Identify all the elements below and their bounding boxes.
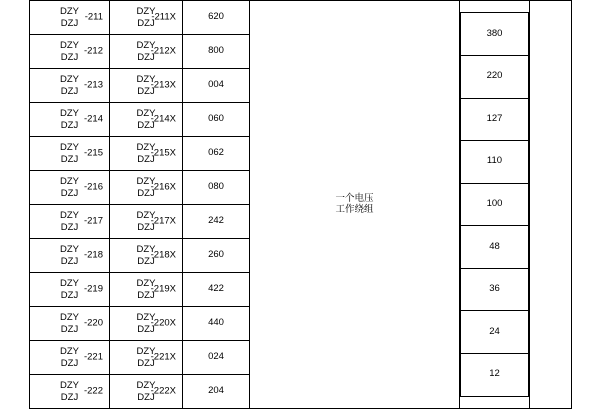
model-b-cell — [110, 103, 183, 137]
model-a-cell — [30, 1, 110, 35]
model-b-bottom: DZJ — [137, 17, 155, 29]
voltage-item: 110 — [461, 141, 529, 184]
model-a-top: DZY — [60, 107, 79, 119]
model-a-top: DZY — [60, 73, 79, 85]
model-b-cell — [110, 171, 183, 205]
model-b-top: DZY — [136, 277, 156, 289]
model-a-cell — [30, 35, 110, 69]
model-b-top: DZY — [136, 39, 156, 51]
voltage-item: 24 — [461, 311, 529, 354]
model-b-cell — [110, 273, 183, 307]
model-a-number: -213 — [83, 79, 103, 91]
model-a-cell — [30, 307, 110, 341]
model-b-number: -220X — [150, 317, 176, 329]
model-b-top: DZY — [136, 141, 156, 153]
model-b-top: DZY — [136, 311, 156, 323]
model-a-top: DZY — [60, 209, 79, 221]
model-a-cell — [30, 103, 110, 137]
model-b-top: DZY — [136, 73, 156, 85]
table-row — [30, 1, 572, 35]
model-b-bottom: DZJ — [137, 357, 155, 369]
model-a-top: DZY — [60, 141, 79, 153]
model-b-top: DZY — [136, 107, 156, 119]
code-cell: 620 — [183, 1, 250, 35]
voltage-item: 380 — [461, 13, 529, 56]
code-cell: 080 — [183, 171, 250, 205]
model-a-top: DZY — [60, 277, 79, 289]
model-a-number: -211 — [84, 11, 103, 23]
model-b-top: DZY — [136, 175, 156, 187]
model-b-top: DZY — [136, 5, 156, 17]
model-a-number: -214 — [83, 113, 103, 125]
model-a-top: DZY — [60, 243, 79, 255]
model-a-number: -217 — [83, 215, 103, 227]
model-a-bottom: DZJ — [60, 187, 79, 199]
model-b-cell — [110, 205, 183, 239]
code-cell: 242 — [183, 205, 250, 239]
model-b-bottom: DZJ — [137, 85, 155, 97]
model-b-bottom: DZJ — [137, 187, 155, 199]
model-a-number: -220 — [83, 317, 103, 329]
model-a-number: -212 — [83, 45, 103, 57]
model-a-top: DZY — [60, 175, 79, 187]
model-a-bottom: DZJ — [60, 357, 79, 369]
code-cell: 024 — [183, 341, 250, 375]
model-b-number: -215X — [150, 147, 176, 159]
model-b-number: -211X — [151, 11, 176, 23]
model-b-cell — [110, 69, 183, 103]
model-b-cell — [110, 307, 183, 341]
code-cell: 800 — [183, 35, 250, 69]
model-b-top: DZY — [136, 379, 156, 391]
code-cell: 440 — [183, 307, 250, 341]
winding-label-line2: 工作绕组 — [335, 203, 374, 215]
model-b-bottom: DZJ — [137, 255, 155, 267]
model-a-cell — [30, 69, 110, 103]
model-a-number: -215 — [83, 147, 103, 159]
winding-cell — [250, 1, 460, 409]
model-a-bottom: DZJ — [60, 255, 79, 267]
model-a-number: -219 — [83, 283, 103, 295]
model-a-top: DZY — [60, 311, 79, 323]
model-a-top: DZY — [60, 5, 79, 17]
voltage-item: 220 — [461, 55, 529, 98]
model-a-number: -216 — [83, 181, 103, 193]
model-a-cell — [30, 239, 110, 273]
model-b-top: DZY — [136, 243, 156, 255]
specification-table — [29, 0, 572, 409]
model-b-number: -213X — [150, 79, 176, 91]
model-b-bottom: DZJ — [137, 289, 155, 301]
model-a-bottom: DZJ — [60, 391, 79, 403]
model-b-number: -212X — [150, 45, 176, 57]
model-b-bottom: DZJ — [137, 221, 155, 233]
voltage-item: 12 — [461, 354, 529, 397]
model-b-bottom: DZJ — [137, 153, 155, 165]
code-cell: 204 — [183, 375, 250, 409]
model-b-number: -214X — [150, 113, 176, 125]
model-a-bottom: DZJ — [60, 221, 79, 233]
model-a-bottom: DZJ — [60, 17, 79, 29]
model-b-bottom: DZJ — [137, 119, 155, 131]
model-b-number: -221X — [150, 351, 176, 363]
model-b-number: -219X — [150, 283, 176, 295]
model-a-number: -222 — [83, 385, 103, 397]
extra-cell — [530, 1, 572, 409]
model-a-cell — [30, 341, 110, 375]
model-b-cell — [110, 375, 183, 409]
model-b-cell — [110, 239, 183, 273]
model-b-bottom: DZJ — [137, 323, 155, 335]
model-a-top: DZY — [60, 345, 79, 357]
model-a-top: DZY — [60, 379, 79, 391]
model-a-bottom: DZJ — [60, 289, 79, 301]
model-a-bottom: DZJ — [60, 85, 79, 97]
model-b-number: -222X — [150, 385, 176, 397]
voltage-item: 48 — [461, 226, 529, 269]
winding-label-line1: 一个电压 — [335, 192, 374, 204]
model-a-bottom: DZJ — [60, 119, 79, 131]
model-b-number: -218X — [150, 249, 176, 261]
voltage-item: 100 — [461, 183, 529, 226]
code-cell: 060 — [183, 103, 250, 137]
voltage-item: 127 — [461, 98, 529, 141]
model-b-top: DZY — [136, 209, 156, 221]
voltage-cell — [460, 1, 530, 409]
model-b-cell — [110, 35, 183, 69]
model-a-bottom: DZJ — [60, 51, 79, 63]
model-a-bottom: DZJ — [60, 153, 79, 165]
model-a-cell — [30, 205, 110, 239]
model-a-cell — [30, 137, 110, 171]
model-b-number: -216X — [150, 181, 176, 193]
model-a-cell — [30, 375, 110, 409]
model-a-number: -218 — [83, 249, 103, 261]
table-body — [30, 1, 572, 409]
code-cell: 004 — [183, 69, 250, 103]
code-cell: 062 — [183, 137, 250, 171]
model-b-number: -217X — [150, 215, 176, 227]
model-a-top: DZY — [60, 39, 79, 51]
model-b-cell — [110, 1, 183, 35]
model-a-bottom: DZJ — [60, 323, 79, 335]
model-b-cell — [110, 137, 183, 171]
code-cell: 422 — [183, 273, 250, 307]
voltage-item: 36 — [461, 268, 529, 311]
model-b-bottom: DZJ — [137, 391, 155, 403]
model-a-number: -221 — [83, 351, 103, 363]
voltage-list — [460, 12, 529, 396]
model-a-cell — [30, 273, 110, 307]
model-b-top: DZY — [136, 345, 156, 357]
code-cell: 260 — [183, 239, 250, 273]
model-b-cell — [110, 341, 183, 375]
model-b-bottom: DZJ — [137, 51, 155, 63]
model-a-cell — [30, 171, 110, 205]
